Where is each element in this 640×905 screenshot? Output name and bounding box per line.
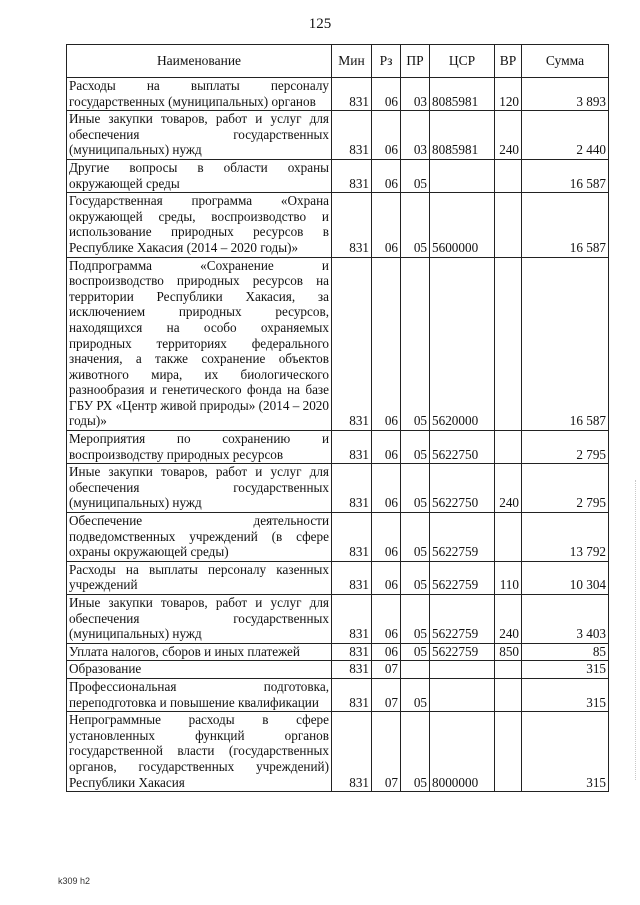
cell-pr: 05 bbox=[401, 643, 430, 661]
table-row bbox=[67, 712, 609, 792]
table-row bbox=[67, 464, 609, 513]
cell-vr bbox=[495, 193, 522, 257]
cell-sum: 2 795 bbox=[522, 464, 609, 513]
cell-min: 831 bbox=[332, 513, 372, 562]
cell-csr: 5620000 bbox=[430, 257, 495, 431]
cell-rz: 06 bbox=[372, 159, 401, 192]
cell-pr: 05 bbox=[401, 595, 430, 644]
cell-sum: 16 587 bbox=[522, 193, 609, 257]
column-header-name: Наименование bbox=[67, 45, 332, 78]
table-row bbox=[67, 595, 609, 644]
cell-pr bbox=[401, 661, 430, 679]
cell-pr: 05 bbox=[401, 431, 430, 464]
cell-min: 831 bbox=[332, 595, 372, 644]
cell-sum: 315 bbox=[522, 678, 609, 711]
cell-vr bbox=[495, 159, 522, 192]
cell-pr: 05 bbox=[401, 159, 430, 192]
cell-csr: 5622759 bbox=[430, 561, 495, 594]
cell-sum: 315 bbox=[522, 661, 609, 679]
cell-csr: 8085981 bbox=[430, 111, 495, 160]
cell-sum: 2 795 bbox=[522, 431, 609, 464]
cell-sum: 85 bbox=[522, 643, 609, 661]
cell-sum: 3 893 bbox=[522, 78, 609, 111]
cell-sum: 13 792 bbox=[522, 513, 609, 562]
budget-table bbox=[66, 44, 609, 792]
cell-csr: 5622750 bbox=[430, 464, 495, 513]
cell-sum: 2 440 bbox=[522, 111, 609, 160]
cell-pr: 05 bbox=[401, 257, 430, 431]
cell-name: Иные закупки товаров, работ и услуг для обеспечения государственных (муниципальных) нужд bbox=[67, 111, 332, 160]
cell-rz: 06 bbox=[372, 78, 401, 111]
cell-min: 831 bbox=[332, 159, 372, 192]
table-row bbox=[67, 643, 609, 661]
cell-min: 831 bbox=[332, 678, 372, 711]
column-header-csr: ЦСР bbox=[430, 45, 495, 78]
cell-sum: 10 304 bbox=[522, 561, 609, 594]
cell-pr: 03 bbox=[401, 111, 430, 160]
footer-code: k309 h2 bbox=[58, 876, 91, 886]
cell-name: Уплата налогов, сборов и иных платежей bbox=[67, 643, 332, 661]
column-header-min: Мин bbox=[332, 45, 372, 78]
cell-vr bbox=[495, 431, 522, 464]
cell-csr: 8085981 bbox=[430, 78, 495, 111]
cell-sum: 3 403 bbox=[522, 595, 609, 644]
cell-rz: 06 bbox=[372, 561, 401, 594]
cell-min: 831 bbox=[332, 78, 372, 111]
table-body bbox=[67, 78, 609, 792]
cell-name: Государственная программа «Охрана окружающей среды, воспроизводство и использование природных ресурсов в Республике Хакасия (2014 – 2020 годы)» bbox=[67, 193, 332, 257]
table-row bbox=[67, 193, 609, 257]
table-row bbox=[67, 561, 609, 594]
cell-rz: 06 bbox=[372, 111, 401, 160]
cell-rz: 07 bbox=[372, 712, 401, 792]
cell-rz: 06 bbox=[372, 643, 401, 661]
cell-name: Иные закупки товаров, работ и услуг для обеспечения государственных (муниципальных) нужд bbox=[67, 595, 332, 644]
cell-rz: 06 bbox=[372, 431, 401, 464]
table-row bbox=[67, 661, 609, 679]
cell-name: Подпрограмма «Сохранение и воспроизводство природных ресурсов на территории Республики Хакасия, за исключением природных ресурсов, находящихся на особо охраняемых природных территориях федерального значения, а также сохранение объектов животного мира, их биологического разнообразия и генетического фонда на базе ГБУ РХ «Центр живой природы» (2014 – 2020 годы)» bbox=[67, 257, 332, 431]
cell-name: Обеспечение деятельности подведомственных учреждений (в сфере охраны окружающей среды) bbox=[67, 513, 332, 562]
table-header-row bbox=[67, 45, 609, 78]
cell-pr: 05 bbox=[401, 712, 430, 792]
cell-min: 831 bbox=[332, 111, 372, 160]
page-number: 125 bbox=[308, 16, 332, 32]
cell-rz: 06 bbox=[372, 257, 401, 431]
cell-pr: 03 bbox=[401, 78, 430, 111]
cell-rz: 06 bbox=[372, 513, 401, 562]
cell-vr bbox=[495, 678, 522, 711]
cell-csr: 8000000 bbox=[430, 712, 495, 792]
cell-min: 831 bbox=[332, 561, 372, 594]
table-row bbox=[67, 513, 609, 562]
cell-rz: 06 bbox=[372, 595, 401, 644]
cell-min: 831 bbox=[332, 643, 372, 661]
cell-csr bbox=[430, 661, 495, 679]
cell-vr: 240 bbox=[495, 595, 522, 644]
cell-min: 831 bbox=[332, 464, 372, 513]
cell-rz: 06 bbox=[372, 464, 401, 513]
table-row bbox=[67, 678, 609, 711]
cell-pr: 05 bbox=[401, 678, 430, 711]
cell-vr bbox=[495, 513, 522, 562]
column-header-rz: Рз bbox=[372, 45, 401, 78]
cell-csr: 5622759 bbox=[430, 513, 495, 562]
cell-sum: 315 bbox=[522, 712, 609, 792]
cell-vr bbox=[495, 712, 522, 792]
cell-name: Расходы на выплаты персоналу казенных учреждений bbox=[67, 561, 332, 594]
cell-name: Расходы на выплаты персоналу государственных (муниципальных) органов bbox=[67, 78, 332, 111]
cell-vr: 240 bbox=[495, 464, 522, 513]
cell-csr bbox=[430, 678, 495, 711]
cell-pr: 05 bbox=[401, 513, 430, 562]
column-header-pr: ПР bbox=[401, 45, 430, 78]
cell-min: 831 bbox=[332, 712, 372, 792]
cell-rz: 07 bbox=[372, 661, 401, 679]
cell-vr bbox=[495, 661, 522, 679]
table-row bbox=[67, 257, 609, 431]
cell-name: Мероприятия по сохранению и воспроизводству природных ресурсов bbox=[67, 431, 332, 464]
column-header-sum: Сумма bbox=[522, 45, 609, 78]
cell-csr: 5622750 bbox=[430, 431, 495, 464]
cell-min: 831 bbox=[332, 257, 372, 431]
cell-min: 831 bbox=[332, 431, 372, 464]
cell-name: Непрограммные расходы в сфере установленных функций органов государственной власти (государственных органов, государственных учреждений) Республики Хакасия bbox=[67, 712, 332, 792]
cell-pr: 05 bbox=[401, 193, 430, 257]
cell-name: Иные закупки товаров, работ и услуг для обеспечения государственных (муниципальных) нужд bbox=[67, 464, 332, 513]
edge-dotted-marks bbox=[633, 480, 636, 780]
table-row bbox=[67, 431, 609, 464]
cell-csr bbox=[430, 159, 495, 192]
cell-sum: 16 587 bbox=[522, 159, 609, 192]
cell-name: Другие вопросы в области охраны окружающей среды bbox=[67, 159, 332, 192]
cell-min: 831 bbox=[332, 193, 372, 257]
cell-vr bbox=[495, 257, 522, 431]
cell-pr: 05 bbox=[401, 464, 430, 513]
table-row bbox=[67, 111, 609, 160]
cell-csr: 5622759 bbox=[430, 643, 495, 661]
cell-rz: 07 bbox=[372, 678, 401, 711]
column-header-vr: ВР bbox=[495, 45, 522, 78]
cell-pr: 05 bbox=[401, 561, 430, 594]
cell-min: 831 bbox=[332, 661, 372, 679]
cell-csr: 5622759 bbox=[430, 595, 495, 644]
cell-name: Образование bbox=[67, 661, 332, 679]
cell-vr: 110 bbox=[495, 561, 522, 594]
table-row bbox=[67, 159, 609, 192]
cell-sum: 16 587 bbox=[522, 257, 609, 431]
cell-vr: 120 bbox=[495, 78, 522, 111]
cell-vr: 240 bbox=[495, 111, 522, 160]
table-row bbox=[67, 78, 609, 111]
cell-rz: 06 bbox=[372, 193, 401, 257]
cell-csr: 5600000 bbox=[430, 193, 495, 257]
cell-name: Профессиональная подготовка, переподготовка и повышение квалификации bbox=[67, 678, 332, 711]
cell-vr: 850 bbox=[495, 643, 522, 661]
